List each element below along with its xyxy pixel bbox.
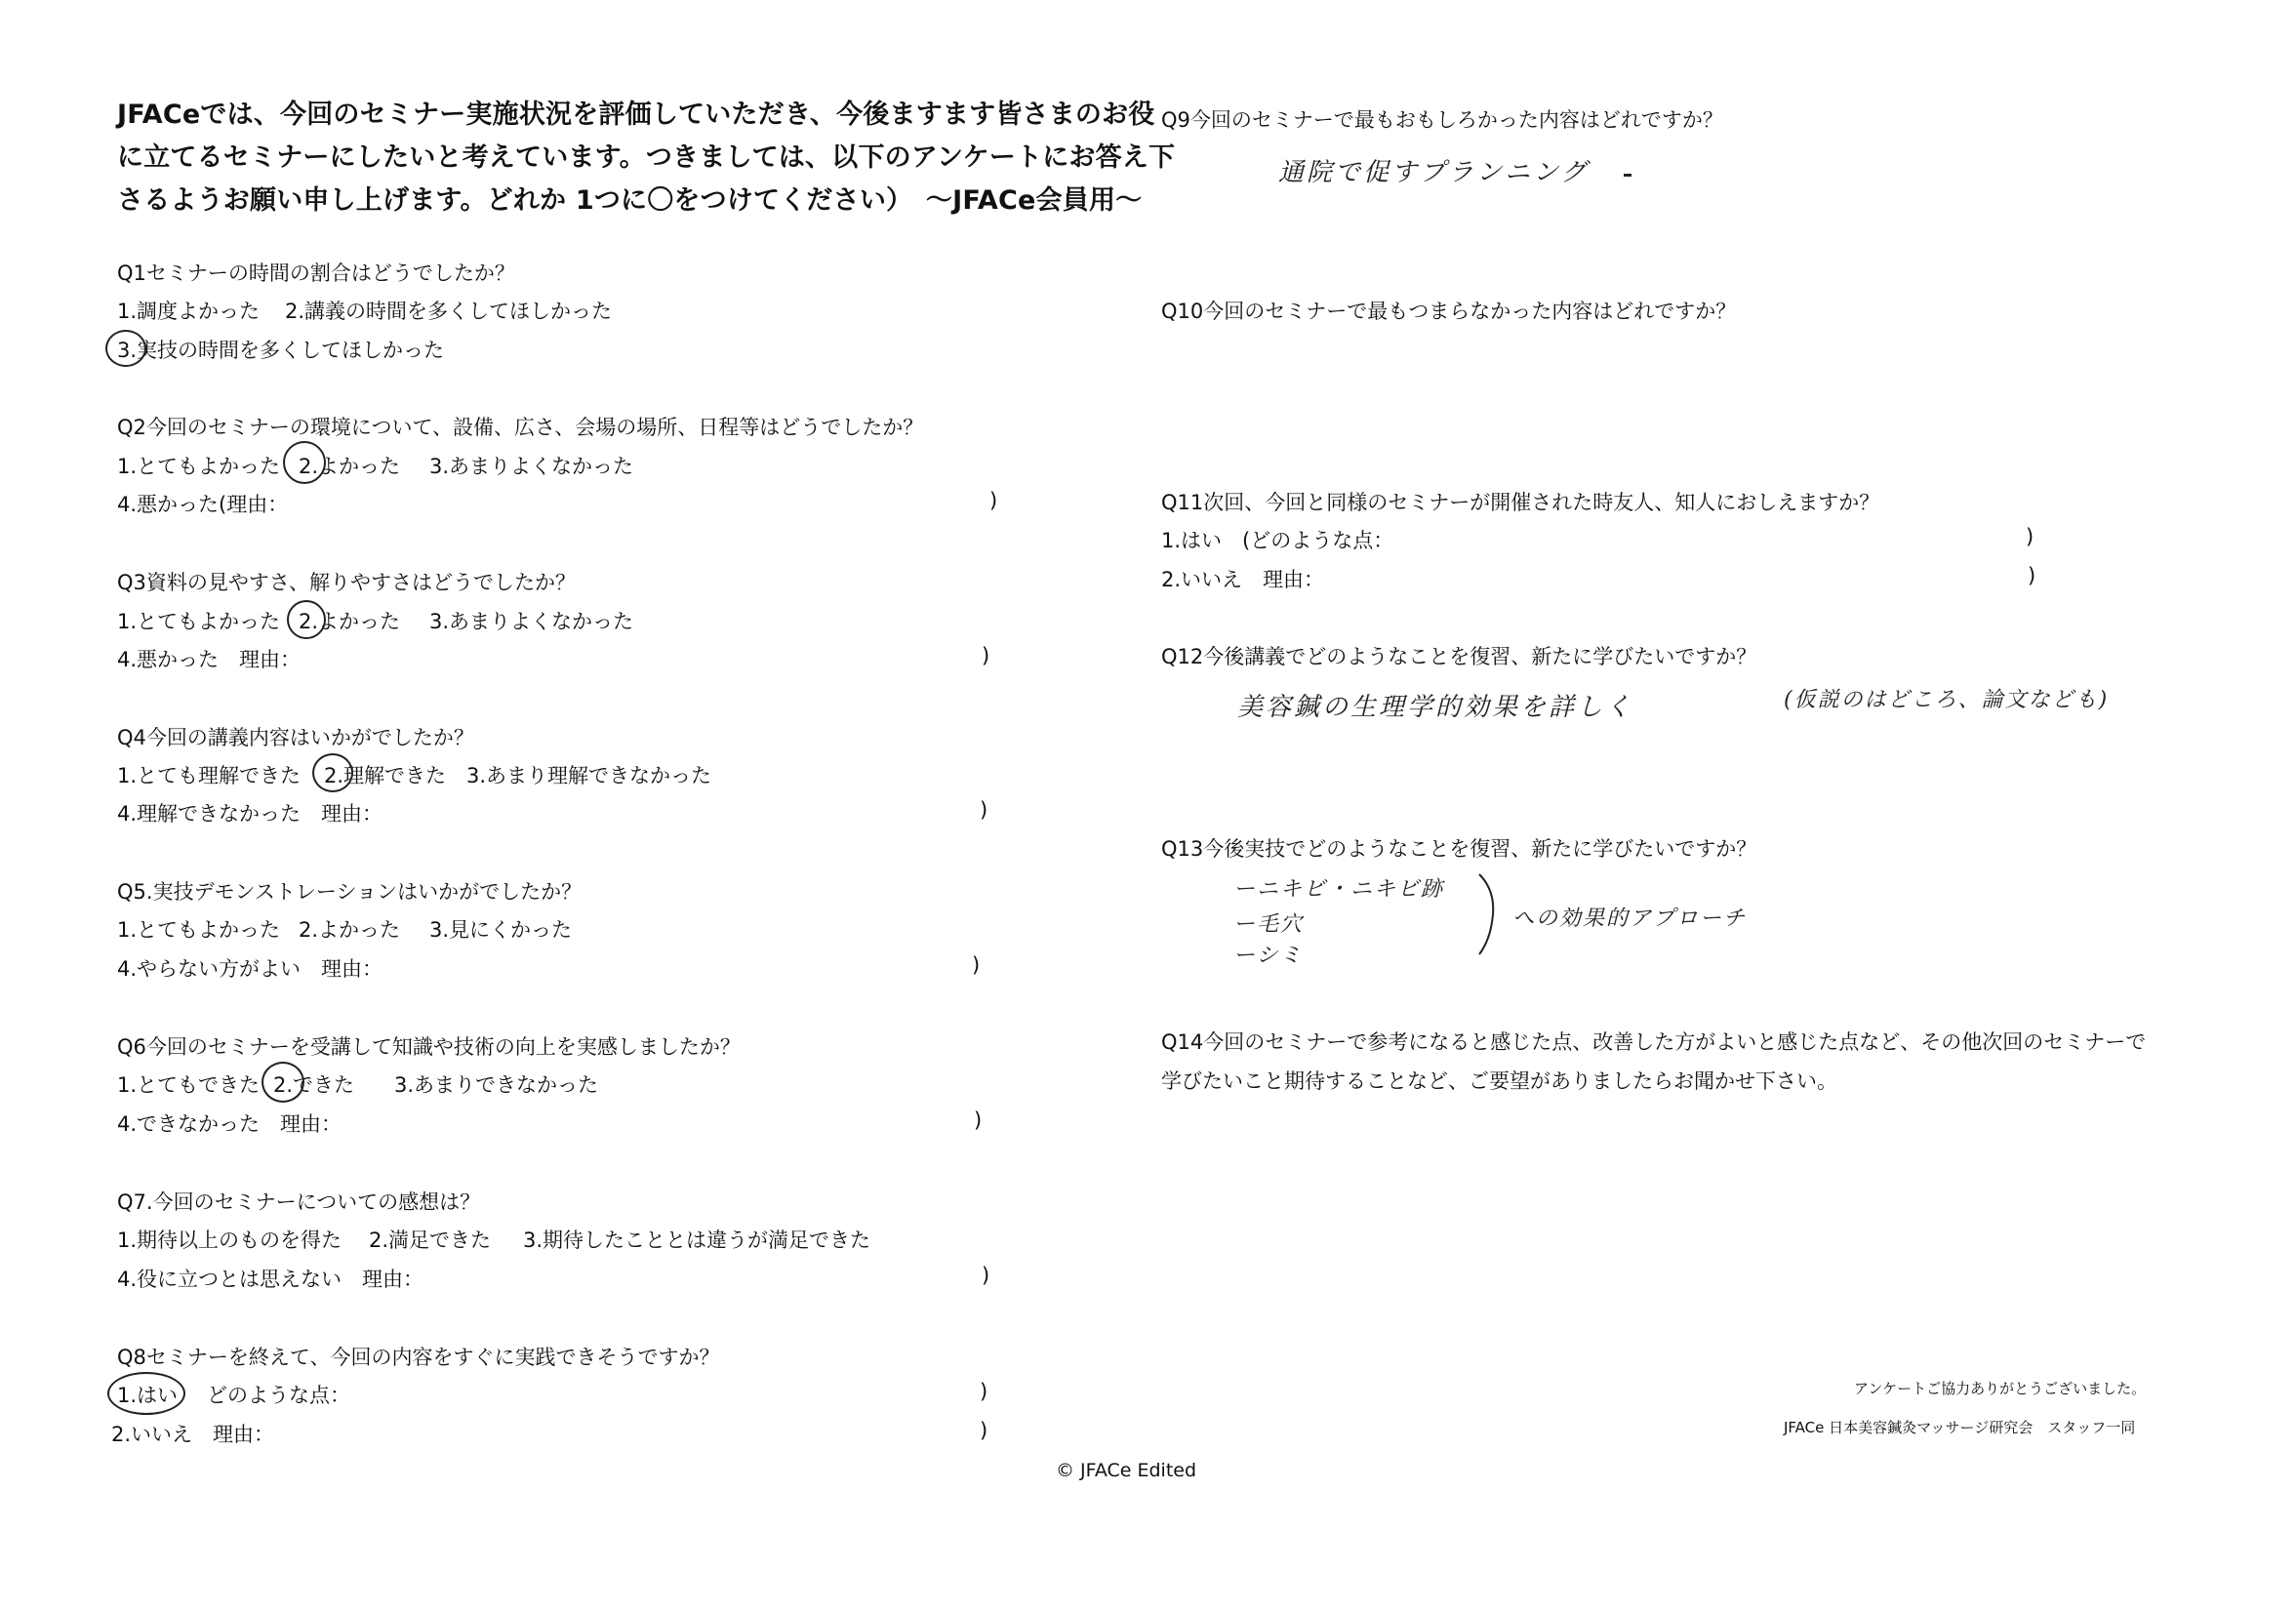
- q7-option-4[interactable]: 4.役に立つとは思えない 理由：: [117, 1268, 424, 1291]
- q6-selected-circle-mark: [262, 1062, 304, 1103]
- q11-option-2-close-paren: ): [2028, 564, 2036, 587]
- q3-option-1[interactable]: 1.とてもよかった: [117, 610, 281, 633]
- copyright-notice: © JFACe Edited: [1056, 1460, 1197, 1481]
- q8-option-1[interactable]: 1.はい: [117, 1384, 179, 1407]
- q6-option-3[interactable]: 3.あまりできなかった: [394, 1073, 599, 1097]
- q2-option-4[interactable]: 4.悪かった(理由：: [117, 493, 289, 516]
- q12-handwritten-answer: 美容鍼の生理学的効果を詳しく: [1237, 693, 1634, 722]
- q13-handwritten-item-2: ー毛穴: [1233, 912, 1305, 937]
- q5-question: Q5.実技デモンストレーションはいかがでしたか？: [117, 880, 583, 904]
- q7-option-3[interactable]: 3.期待したこととは違うが満足できた: [523, 1229, 871, 1252]
- q13-question: Q13今後実技でどのようなことを復習、新たに学びたいですか？: [1161, 837, 1757, 861]
- q6-question: Q6今回のセミナーを受講して知識や技術の向上を実感しましたか？: [117, 1035, 741, 1059]
- q13-handwritten-item-1: ーニキビ・ニキビ跡: [1233, 877, 1445, 902]
- q11-question: Q11次回、今回と同様のセミナーが開催された時友人、知人におしえますか？: [1161, 491, 1880, 514]
- q5-reason-close-paren: ): [972, 953, 981, 977]
- q14-question-line-2: 学びたいこと期待することなど、ご要望がありましたらお聞かせ下さい。: [1161, 1069, 1837, 1093]
- q7-reason-close-paren: ): [982, 1264, 990, 1287]
- q7-option-1[interactable]: 1.期待以上のものを得た: [117, 1229, 342, 1252]
- q1-question: Q1セミナーの時間の割合はどうでしたか？: [117, 262, 515, 285]
- intro-line-1: JFACeでは、今回のセミナー実施状況を評価していただき、今後ますます皆さまのお役: [117, 100, 1155, 130]
- q4-question: Q4今回の講義内容はいかがでしたか？: [117, 726, 474, 749]
- q1-option-3[interactable]: 3.実技の時間を多くしてほしかった: [117, 339, 445, 362]
- q4-reason-close-paren: ): [980, 798, 988, 822]
- q1-option-1[interactable]: 1.調度よかった: [117, 300, 261, 323]
- q4-option-3[interactable]: 3.あまり理解できなかった: [466, 764, 712, 787]
- q13-handwritten-item-3: ーシミ: [1233, 944, 1304, 968]
- q8-option-2[interactable]: 2.いいえ 理由：: [111, 1423, 275, 1446]
- q7-option-2[interactable]: 2.満足できた: [369, 1229, 492, 1252]
- q2-reason-close-paren: ): [989, 489, 998, 512]
- q11-option-1-close-paren: ): [2026, 525, 2034, 548]
- q3-option-2[interactable]: 2.よかった: [299, 610, 401, 633]
- q11-option-1[interactable]: 1.はい (どのような点：: [1161, 529, 1394, 552]
- q8-selected-circle-mark: [107, 1372, 185, 1415]
- q7-question: Q7.今回のセミナーについての感想は？: [117, 1190, 481, 1214]
- q6-option-1[interactable]: 1.とてもできた: [117, 1073, 261, 1097]
- intro-line-3: さるようお願い申し上げます。どれか 1つに〇をつけてください） ～JFACe会員用～: [117, 185, 1143, 216]
- q5-option-1[interactable]: 1.とてもよかった: [117, 918, 281, 942]
- q2-selected-circle-mark: [283, 441, 326, 484]
- q12-question: Q12今後講義でどのようなことを復習、新たに学びたいですか？: [1161, 645, 1757, 668]
- q9-handwritten-answer: 通院で促すプランニング: [1278, 158, 1590, 187]
- q3-selected-circle-mark: [287, 600, 326, 639]
- q2-option-2[interactable]: 2.よかった: [299, 455, 401, 478]
- q3-question: Q3資料の見やすさ、解りやすさはどうでしたか？: [117, 571, 577, 594]
- q6-option-4[interactable]: 4.できなかった 理由：: [117, 1112, 342, 1136]
- q2-question: Q2今回のセミナーの環境について、設備、広さ、会場の場所、日程等はどうでしたか？: [117, 416, 924, 439]
- q3-reason-close-paren: ): [982, 644, 990, 667]
- q5-option-4[interactable]: 4.やらない方がよい 理由：: [117, 957, 383, 981]
- q2-option-1[interactable]: 1.とてもよかった: [117, 455, 281, 478]
- q1-option-2[interactable]: 2.講義の時間を多くしてほしかった: [285, 300, 613, 323]
- q5-option-2[interactable]: 2.よかった: [299, 918, 401, 942]
- q9-answer-period-mark: [1624, 174, 1631, 177]
- q14-question-line-1: Q14今回のセミナーで参考になると感じた点、改善した方がよいと感じた点など、その他次回のセミナーで: [1161, 1030, 2147, 1054]
- q4-option-1[interactable]: 1.とても理解できた: [117, 764, 302, 787]
- footer-thanks: アンケートご協力ありがとうございました。: [1854, 1380, 2147, 1397]
- q2-option-3[interactable]: 3.あまりよくなかった: [429, 455, 634, 478]
- q8-option-1-close-paren: ): [980, 1380, 988, 1403]
- q8-option-2-close-paren: ): [980, 1419, 988, 1442]
- q9-question: Q9今回のセミナーで最もおもしろかった内容はどれですか？: [1161, 108, 1723, 132]
- q13-handwritten-answer: への効果的アプローチ: [1512, 907, 1748, 931]
- q5-option-3[interactable]: 3.見にくかった: [429, 918, 573, 942]
- q8-option-1-detail[interactable]: どのような点：: [207, 1384, 350, 1407]
- q10-question: Q10今回のセミナーで最もつまらなかった内容はどれですか？: [1161, 300, 1737, 323]
- footer-organization: JFACe 日本美容鍼灸マッサージ研究会 スタッフ一同: [1784, 1419, 2136, 1436]
- q3-option-3[interactable]: 3.あまりよくなかった: [429, 610, 634, 633]
- q4-selected-circle-mark: [312, 753, 353, 792]
- q12-handwritten-note: (仮説のはどころ、論文なども): [1784, 688, 2110, 712]
- q11-option-2[interactable]: 2.いいえ 理由：: [1161, 568, 1325, 591]
- q1-selected-circle-mark: [105, 330, 146, 367]
- q4-option-4[interactable]: 4.理解できなかった 理由：: [117, 802, 383, 826]
- intro-line-2: に立てるセミナーにしたいと考えています。つきましては、以下のアンケートにお答え下: [117, 142, 1176, 173]
- q13-handwritten-brace: [1475, 870, 1501, 958]
- q6-reason-close-paren: ): [974, 1108, 983, 1132]
- intro-text: [117, 94, 1175, 222]
- q3-option-4[interactable]: 4.悪かった 理由：: [117, 648, 302, 671]
- q8-question: Q8セミナーを終えて、今回の内容をすぐに実践できそうですか？: [117, 1346, 720, 1369]
- q4-option-2[interactable]: 2.理解できた: [324, 764, 447, 787]
- q6-option-2[interactable]: 2.できた: [273, 1073, 355, 1097]
